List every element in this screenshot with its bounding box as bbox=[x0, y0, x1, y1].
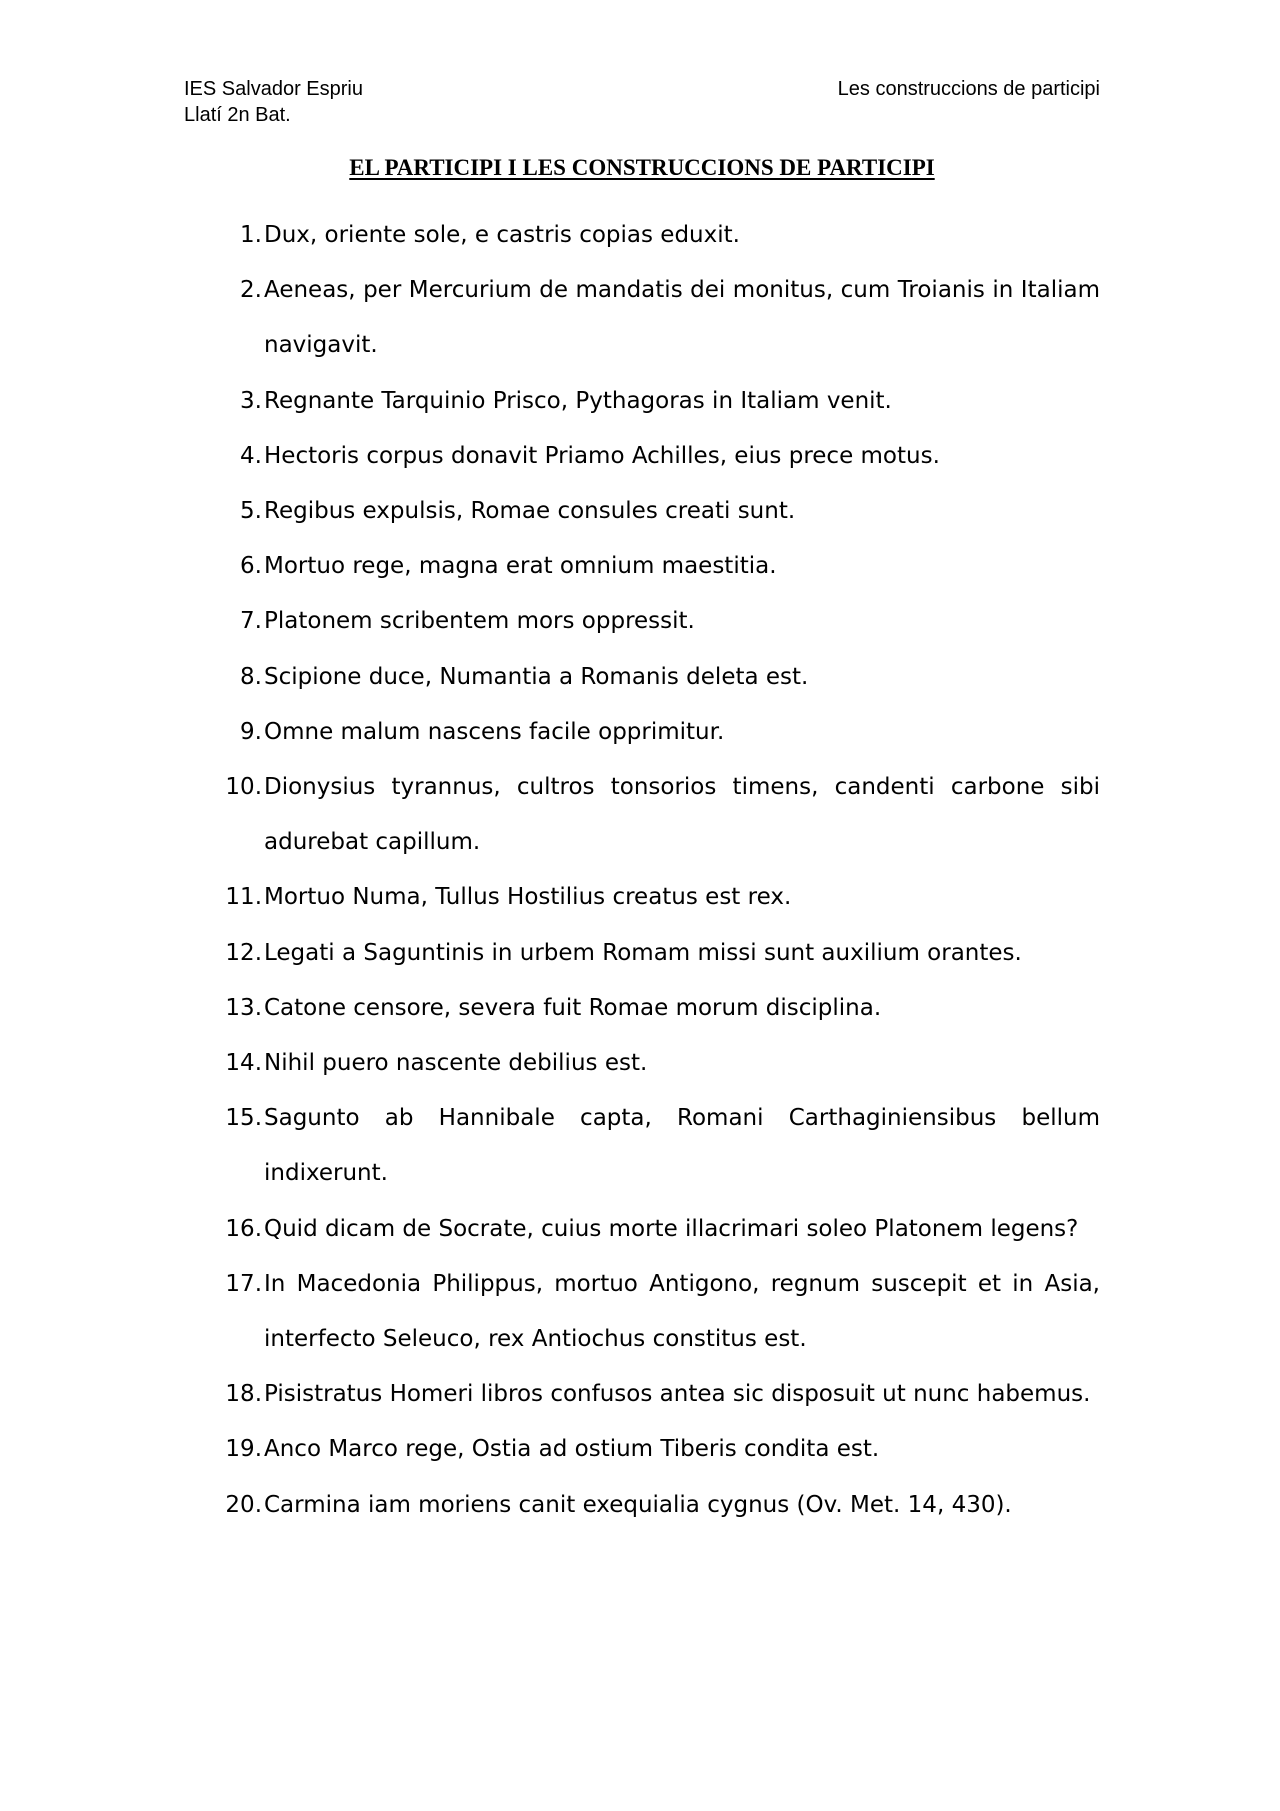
exercise-text: Dionysius tyrannus, cultros tonsorios timens, candenti carbone sibi adurebat capillum. bbox=[264, 774, 1100, 856]
exercise-number: 12. bbox=[225, 939, 262, 966]
exercise-text: Omne malum nascens facile opprimitur. bbox=[264, 718, 725, 745]
exercise-number: 1. bbox=[240, 222, 262, 248]
exercise-text: Quid dicam de Socrate, cuius morte illacrimari soleo Platonem legens? bbox=[264, 1215, 1079, 1242]
exercise-item bbox=[222, 429, 1100, 484]
exercise-number: 3. bbox=[240, 387, 262, 414]
exercise-text: Carmina iam moriens canit exequialia cygnus (Ov. Met. 14, 430). bbox=[264, 1491, 1012, 1518]
exercise-text: Regnante Tarquinio Prisco, Pythagoras in Italiam venit. bbox=[264, 387, 892, 414]
exercise-item bbox=[222, 870, 1100, 925]
exercise-text: Scipione duce, Numantia a Romanis deleta est. bbox=[264, 663, 809, 690]
exercise-item bbox=[222, 705, 1100, 760]
exercise-text: Nihil puero nascente debilius est. bbox=[264, 1050, 648, 1077]
exercise-text: In Macedonia Philippus, mortuo Antigono, regnum suscepit et in Asia, interfecto Seleuco, rex Antiochus constitus est. bbox=[264, 1270, 1100, 1353]
exercise-item bbox=[222, 981, 1100, 1036]
exercise-item bbox=[222, 539, 1100, 594]
exercise-number: 2. bbox=[240, 277, 262, 304]
exercise-number: 17. bbox=[225, 1270, 262, 1297]
exercise-item bbox=[222, 1091, 1100, 1201]
exercise-item bbox=[222, 374, 1100, 429]
exercise-text: Platonem scribentem mors oppressit. bbox=[264, 608, 695, 635]
exercise-text: Mortuo rege, magna erat omnium maestitia. bbox=[264, 553, 777, 580]
exercise-text: Legati a Saguntinis in urbem Romam missi sunt auxilium orantes. bbox=[264, 939, 1022, 966]
exercise-number: 20. bbox=[225, 1491, 262, 1518]
exercise-text: Regibus expulsis, Romae consules creati sunt. bbox=[264, 498, 796, 525]
exercise-number: 16. bbox=[225, 1215, 262, 1242]
exercise-text: Hectoris corpus donavit Priamo Achilles, eius prece motus. bbox=[264, 442, 940, 469]
exercise-text: Sagunto ab Hannibale capta, Romani Carthaginiensibus bellum indixerunt. bbox=[264, 1105, 1100, 1187]
exercise-text: Catone censore, severa fuit Romae morum disciplina. bbox=[264, 994, 882, 1021]
exercise-item bbox=[222, 484, 1100, 539]
exercise-number: 6. bbox=[240, 553, 262, 580]
document-title: EL PARTICIPI I LES CONSTRUCCIONS DE PARTICIPI bbox=[349, 155, 935, 180]
exercise-item bbox=[222, 594, 1100, 649]
exercise-item bbox=[222, 926, 1100, 981]
exercise-text: Dux, oriente sole, e castris copias eduxit. bbox=[264, 222, 740, 248]
exercise-number: 7. bbox=[240, 608, 262, 635]
exercise-item bbox=[222, 1422, 1100, 1477]
exercise-item bbox=[222, 760, 1100, 870]
header-course: Llatí 2n Bat. bbox=[184, 104, 291, 126]
header-school: IES Salvador Espriu bbox=[184, 78, 363, 100]
exercise-number: 4. bbox=[240, 442, 262, 469]
exercise-item bbox=[222, 208, 1100, 263]
exercise-number: 5. bbox=[240, 498, 262, 525]
exercise-item bbox=[222, 1367, 1100, 1422]
exercise-text: Pisistratus Homeri libros confusos antea sic disposuit ut nunc habemus. bbox=[264, 1381, 1091, 1408]
exercise-number: 8. bbox=[240, 663, 262, 690]
exercise-text: Aeneas, per Mercurium de mandatis dei monitus, cum Troianis in Italiam navigavit. bbox=[264, 277, 1100, 359]
exercise-number: 15. bbox=[225, 1105, 262, 1132]
exercise-item bbox=[222, 1202, 1100, 1257]
exercise-list bbox=[222, 208, 1100, 1533]
exercise-number: 18. bbox=[225, 1381, 262, 1408]
exercise-text: Mortuo Numa, Tullus Hostilius creatus est rex. bbox=[264, 884, 792, 911]
exercise-item bbox=[222, 650, 1100, 705]
exercise-item bbox=[222, 263, 1100, 373]
exercise-number: 13. bbox=[225, 994, 262, 1021]
exercise-item bbox=[222, 1257, 1100, 1367]
exercise-number: 14. bbox=[225, 1050, 262, 1077]
exercise-number: 10. bbox=[225, 774, 262, 801]
header-topic: Les construccions de participi bbox=[837, 78, 1100, 100]
exercise-number: 19. bbox=[225, 1436, 262, 1463]
exercise-text: Anco Marco rege, Ostia ad ostium Tiberis condita est. bbox=[264, 1436, 880, 1463]
exercise-number: 11. bbox=[225, 884, 262, 911]
exercise-item bbox=[222, 1478, 1100, 1533]
exercise-item bbox=[222, 1036, 1100, 1091]
exercise-number: 9. bbox=[240, 718, 262, 745]
